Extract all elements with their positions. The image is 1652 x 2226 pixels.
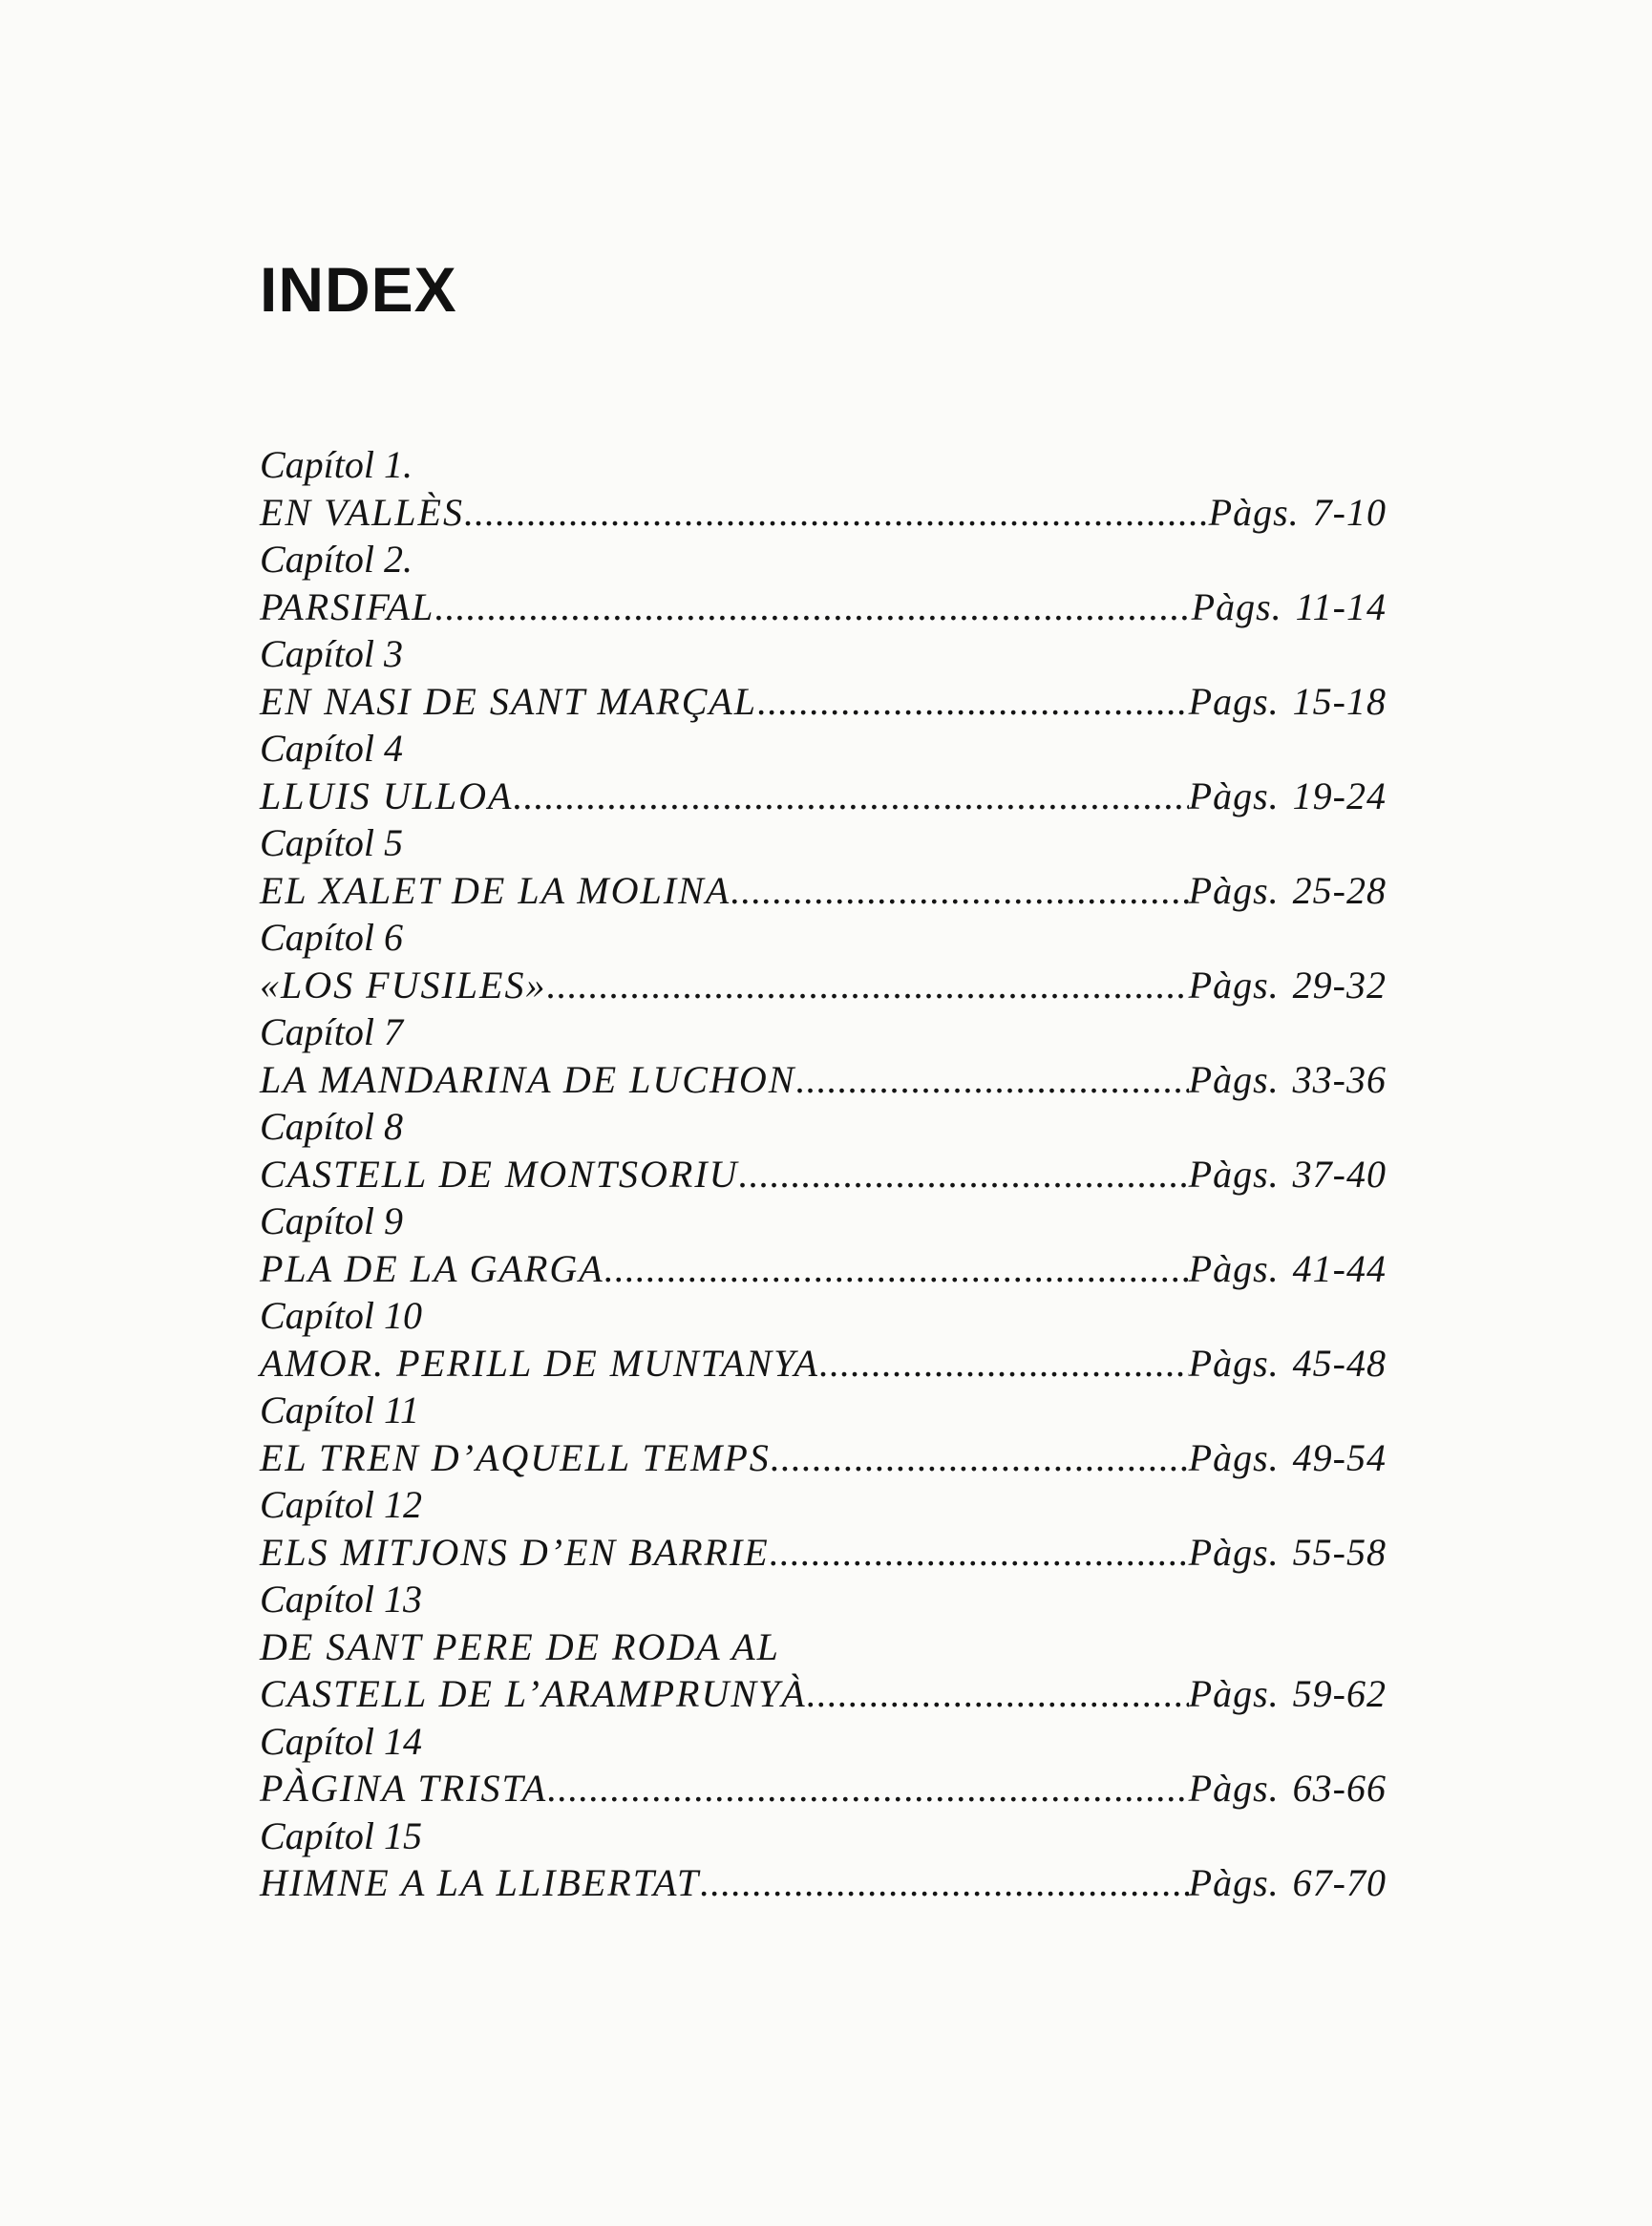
page-numbers: 45-48 xyxy=(1292,1341,1387,1385)
page-range xyxy=(1189,1859,1387,1907)
chapter-label: Capítol 2. xyxy=(260,538,413,581)
chapter-title: AMOR. PERILL DE MUNTANYA xyxy=(260,1341,819,1385)
toc-entry xyxy=(260,1292,1387,1387)
dot-leader xyxy=(770,1529,1189,1577)
chapter-title: EN NASI DE SANT MARÇAL xyxy=(260,679,758,723)
page-range xyxy=(1189,1056,1387,1104)
page-range xyxy=(1189,1670,1387,1718)
page-numbers: 11-14 xyxy=(1295,584,1387,628)
toc-entry xyxy=(260,1198,1387,1292)
chapter-title: PLA DE LA GARGA xyxy=(260,1246,604,1290)
dot-leader xyxy=(731,867,1188,915)
toc-entry-row xyxy=(260,583,1387,631)
pages-label: Pàgs. xyxy=(1188,1767,1280,1810)
toc-entry xyxy=(260,630,1387,725)
page-numbers: 55-58 xyxy=(1292,1530,1387,1574)
chapter-title: CASTELL DE L’ARAMPRUNYÀ xyxy=(260,1672,807,1715)
dot-leader xyxy=(771,1434,1189,1482)
toc-entry xyxy=(260,819,1387,914)
page-numbers: 59-62 xyxy=(1292,1672,1387,1715)
pages-label: Pàgs. xyxy=(1188,774,1280,817)
page-numbers: 15-18 xyxy=(1292,679,1387,723)
page-numbers: 41-44 xyxy=(1292,1246,1387,1290)
dot-leader xyxy=(739,1151,1189,1198)
pages-label: Pàgs. xyxy=(1191,584,1282,628)
page-range xyxy=(1189,1529,1387,1577)
toc-entry xyxy=(260,441,1387,536)
page-numbers: 63-66 xyxy=(1292,1767,1387,1810)
chapter-title: EL XALET DE LA MOLINA xyxy=(260,868,731,912)
dot-leader xyxy=(464,489,1209,537)
page-numbers: 19-24 xyxy=(1292,774,1387,817)
chapter-label: Capítol 6 xyxy=(260,916,404,959)
dot-leader xyxy=(547,1765,1188,1813)
dot-leader xyxy=(819,1340,1189,1388)
pages-label: Pags. xyxy=(1188,679,1280,723)
chapter-label: Capítol 5 xyxy=(260,821,404,864)
dot-leader xyxy=(604,1245,1189,1293)
toc-entry xyxy=(260,725,1387,819)
pages-label: Pàgs. xyxy=(1188,868,1280,912)
page-numbers: 7-10 xyxy=(1312,490,1387,534)
chapter-title: HIMNE A LA LLIBERTAT xyxy=(260,1861,701,1904)
dot-leader xyxy=(795,1056,1188,1104)
chapter-title: EN VALLÈS xyxy=(260,490,464,534)
toc-entry xyxy=(260,536,1387,630)
chapter-label: Capítol 4 xyxy=(260,727,404,770)
toc-entry-row xyxy=(260,867,1387,915)
pages-label: Pàgs. xyxy=(1188,1530,1280,1574)
chapter-label: Capítol 11 xyxy=(260,1389,420,1431)
chapter-label: Capítol 12 xyxy=(260,1483,423,1526)
dot-leader xyxy=(434,583,1191,631)
chapter-title: CASTELL DE MONTSORIU xyxy=(260,1152,739,1196)
chapter-label: Capítol 3 xyxy=(260,632,404,675)
page-numbers: 37-40 xyxy=(1292,1152,1387,1196)
toc-entry-row xyxy=(260,1670,1387,1718)
page-numbers: 29-32 xyxy=(1292,963,1387,1007)
dot-leader xyxy=(700,1859,1189,1907)
toc-entry xyxy=(260,1813,1387,1907)
page-numbers: 67-70 xyxy=(1292,1861,1387,1904)
toc-entry-row xyxy=(260,1151,1387,1198)
toc-entry xyxy=(260,1718,1387,1813)
toc-entry xyxy=(260,1481,1387,1576)
table-of-contents xyxy=(260,441,1387,1907)
toc-entry-row xyxy=(260,773,1387,820)
pages-label: Pàgs. xyxy=(1188,963,1280,1007)
page-range xyxy=(1189,867,1387,915)
toc-entry-row xyxy=(260,962,1387,1009)
chapter-title: LLUIS ULLOA xyxy=(260,774,514,817)
chapter-title-line: DE SANT PERE DE RODA AL xyxy=(260,1624,780,1668)
page-range xyxy=(1189,962,1387,1009)
toc-entry-row xyxy=(260,1340,1387,1388)
toc-entry-row xyxy=(260,1765,1387,1813)
page-range xyxy=(1189,773,1387,820)
toc-entry-row xyxy=(260,489,1387,537)
toc-entry xyxy=(260,1008,1387,1103)
toc-entry xyxy=(260,1103,1387,1198)
page-numbers: 33-36 xyxy=(1292,1057,1387,1101)
page-range xyxy=(1209,489,1387,537)
chapter-label: Capítol 15 xyxy=(260,1813,423,1857)
chapter-label: Capítol 1. xyxy=(260,443,413,486)
dot-leader xyxy=(546,962,1188,1009)
chapter-title: PÀGINA TRISTA xyxy=(260,1767,548,1810)
toc-entry xyxy=(260,914,1387,1008)
chapter-title: PARSIFAL xyxy=(260,584,435,628)
toc-entry-row xyxy=(260,678,1387,726)
toc-entry-row xyxy=(260,1529,1387,1577)
pages-label: Pàgs. xyxy=(1208,490,1300,534)
page-range xyxy=(1189,1765,1387,1813)
page-title: INDEX xyxy=(260,254,457,325)
pages-label: Pàgs. xyxy=(1188,1152,1280,1196)
page-range xyxy=(1189,678,1387,726)
chapter-label: Capítol 9 xyxy=(260,1199,404,1242)
chapter-title: EL TREN D’AQUELL TEMPS xyxy=(260,1435,771,1479)
page-numbers: 25-28 xyxy=(1292,868,1387,912)
page-range xyxy=(1192,583,1387,631)
chapter-label: Capítol 13 xyxy=(260,1578,423,1621)
toc-entry-row xyxy=(260,1056,1387,1104)
dot-leader xyxy=(513,773,1188,820)
pages-label: Pàgs. xyxy=(1188,1435,1280,1479)
page-numbers: 49-54 xyxy=(1292,1435,1387,1479)
pages-label: Pàgs. xyxy=(1188,1246,1280,1290)
chapter-title: «LOS FUSILES» xyxy=(260,963,547,1007)
page-range xyxy=(1189,1434,1387,1482)
chapter-title: LA MANDARINA DE LUCHON xyxy=(260,1057,796,1101)
toc-entry-row xyxy=(260,1434,1387,1482)
pages-label: Pàgs. xyxy=(1188,1861,1280,1904)
pages-label: Pàgs. xyxy=(1188,1672,1280,1715)
page-range xyxy=(1189,1151,1387,1198)
chapter-label: Capítol 8 xyxy=(260,1105,404,1148)
dot-leader xyxy=(807,1670,1189,1718)
toc-entry xyxy=(260,1576,1387,1718)
toc-entry-row xyxy=(260,1859,1387,1907)
page-range xyxy=(1189,1245,1387,1293)
page-range xyxy=(1189,1340,1387,1388)
toc-entry xyxy=(260,1387,1387,1481)
pages-label: Pàgs. xyxy=(1188,1341,1280,1385)
pages-label: Pàgs. xyxy=(1188,1057,1280,1101)
toc-entry-row xyxy=(260,1245,1387,1293)
chapter-label: Capítol 14 xyxy=(260,1719,423,1763)
chapter-title: ELS MITJONS D’EN BARRIE xyxy=(260,1530,770,1574)
chapter-label: Capítol 10 xyxy=(260,1294,423,1337)
dot-leader xyxy=(757,678,1189,726)
chapter-label: Capítol 7 xyxy=(260,1010,404,1053)
